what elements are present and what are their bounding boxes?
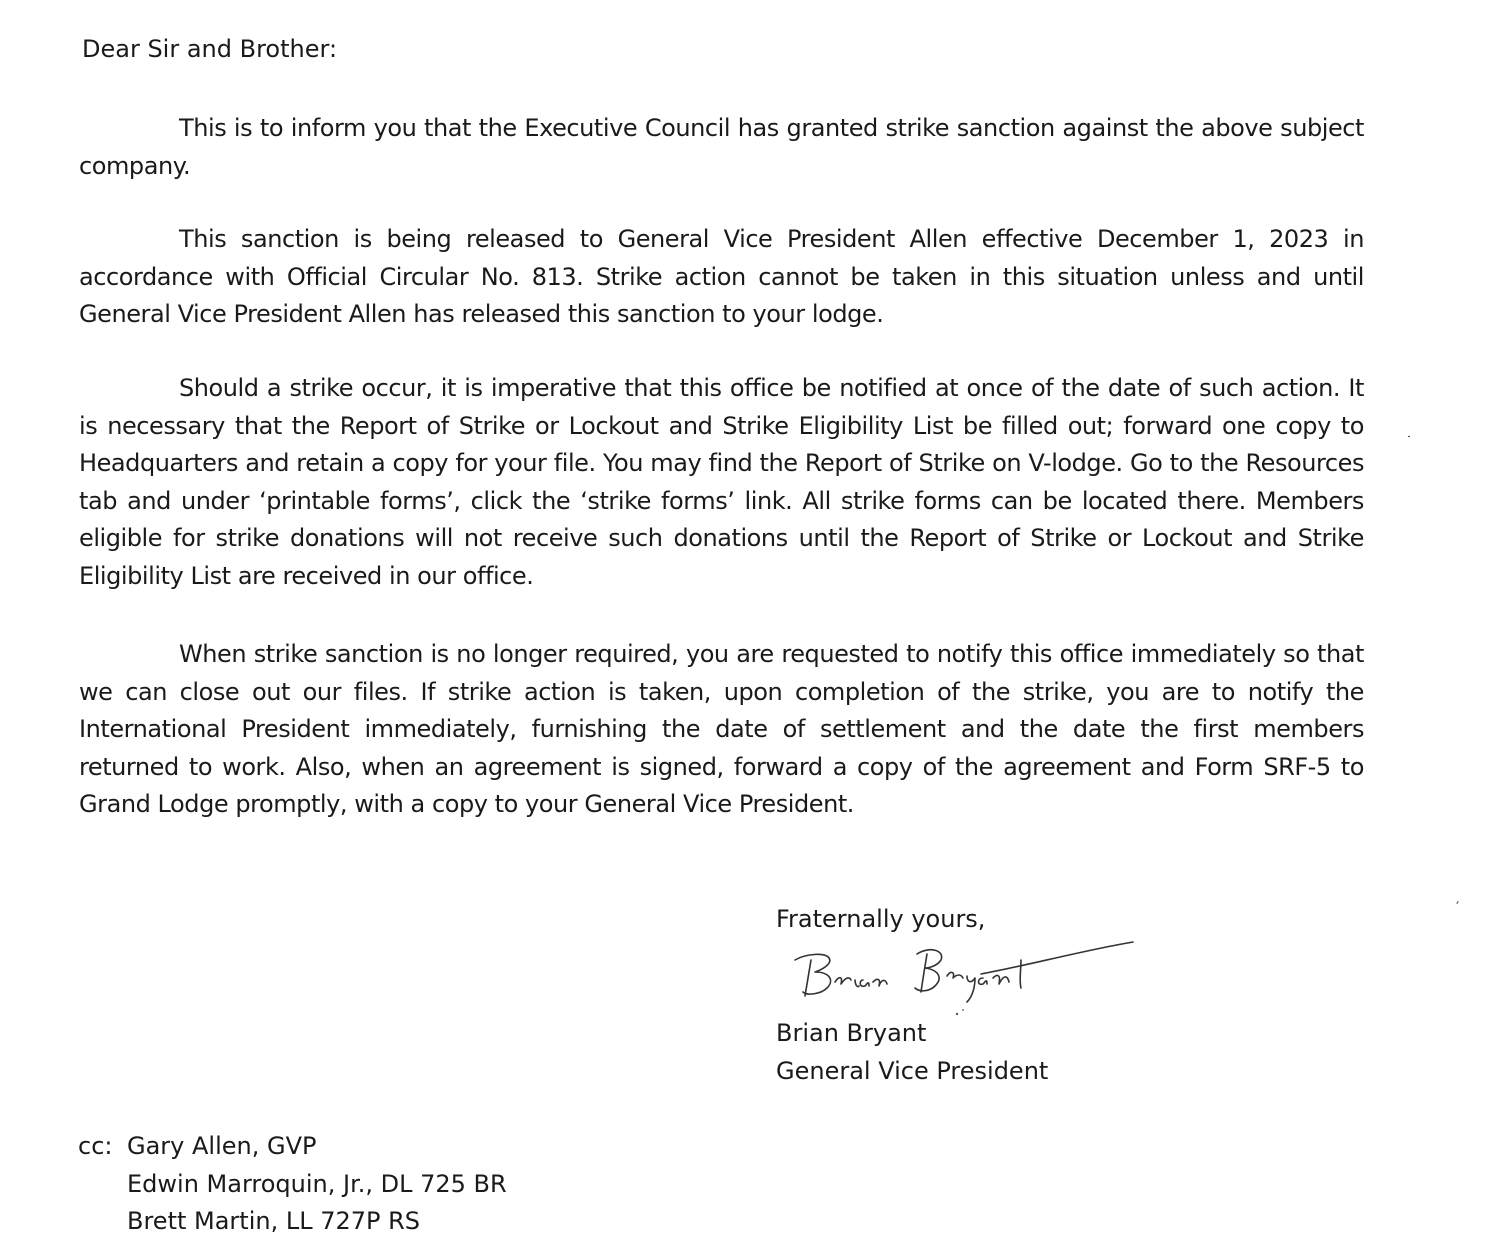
- paragraph-strike-reporting: Should a strike occur, it is imperative that this office be notified at once of the date of such action. It is necessary that the Report of Strike or Lockout and Strike Eligibility List be filled out; forward one copy to Headquarters and retain a copy for your file. You may find the Report of Strike on V-lodge. Go to the Resources tab and under ‘printable forms’, click the ‘strike forms’ link. All strike forms can be located there. Members eligible for strike donations will not receive such donations until the Report of Strike or Lockout and Strike Eligibility List are received in our office.: [79, 374, 1364, 590]
- salutation: Dear Sir and Brother:: [82, 35, 338, 63]
- cc-list: [78, 1128, 507, 1241]
- cc-row: [78, 1128, 507, 1166]
- paragraph-sanction-closeout: When strike sanction is no longer required, you are requested to notify this office immediately so that we can close out our files. If strike action is taken, upon completion of the strike, you are to notify the International President immediately, furnishing the date of settlement and the date the first members returned to work. Also, when an agreement is signed, forward a copy of the agreement and Form SRF-5 to Grand Lodge promptly, with a copy to your General Vice President.: [79, 640, 1364, 818]
- cc-recipient: Brett Martin, LL 727P RS: [127, 1207, 421, 1235]
- signer-name: Brian Bryant: [776, 1019, 927, 1047]
- scan-speck: [1408, 436, 1410, 437]
- signature-image: [785, 930, 1145, 1020]
- cc-recipient: Edwin Marroquin, Jr., DL 725 BR: [127, 1169, 507, 1198]
- closing: Fraternally yours,: [776, 905, 986, 933]
- cc-recipient: Gary Allen, GVP: [127, 1132, 317, 1160]
- cc-row: [78, 1203, 507, 1241]
- paragraph-sanction-release: This sanction is being released to General Vice President Allen effective December 1, 2023 in accordance with Official Circular No. 813. Strike action cannot be taken in this situation unless and until General Vice President Allen has released this sanction to your lodge.: [79, 225, 1364, 328]
- scan-speck: [1456, 901, 1458, 904]
- cc-row: [78, 1166, 507, 1204]
- cc-label: cc:: [78, 1132, 113, 1160]
- paragraph-sanction-granted: This is to inform you that the Executive Council has granted strike sanction against the above subject company.: [79, 114, 1364, 180]
- signer-title: General Vice President: [776, 1057, 1049, 1085]
